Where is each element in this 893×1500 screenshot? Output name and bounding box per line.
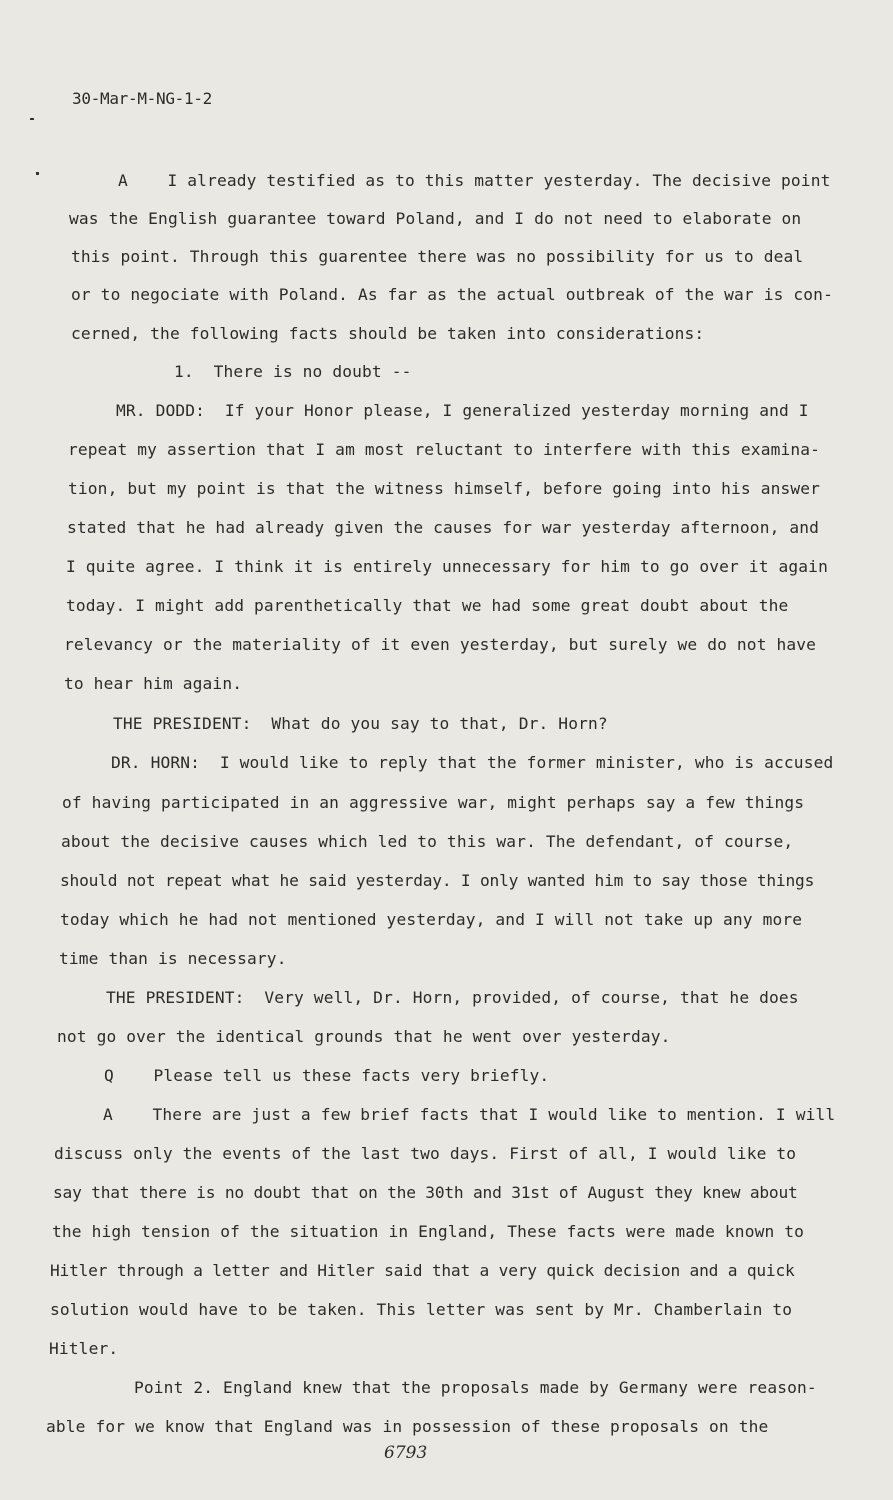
text-line: time than is necessary. — [59, 949, 287, 968]
document-header: 30-Mar-M-NG-1-2 — [72, 89, 212, 108]
text-line: 1. There is no doubt -- — [174, 362, 412, 381]
text-line: solution would have to be taken. This letter was sent by Mr. Chamberlain to — [50, 1300, 793, 1319]
text-line: Hitler through a letter and Hitler said that a very quick decision and a quick — [50, 1261, 795, 1280]
text-line: this point. Through this guarentee there was no possibility for us to deal — [71, 247, 804, 266]
text-line: the high tension of the situation in England, These facts were made known to — [52, 1222, 805, 1241]
margin-mark — [36, 172, 39, 175]
text-line: to hear him again. — [64, 674, 243, 693]
text-line: DR. HORN: I would like to reply that the former minister, who is accused — [111, 753, 834, 772]
text-line: of having participated in an aggressive war, might perhaps say a few things — [62, 793, 805, 812]
margin-mark — [30, 118, 34, 120]
text-line: stated that he had already given the causes for war yesterday afternoon, and — [67, 518, 820, 537]
text-line: able for we know that England was in possession of these proposals on the — [46, 1417, 769, 1436]
page-number: 6793 — [384, 1443, 428, 1463]
text-line: Point 2. England knew that the proposals made by Germany were reason- — [134, 1378, 817, 1397]
text-line: cerned, the following facts should be taken into considerations: — [71, 324, 705, 343]
text-line: relevancy or the materiality of it even yesterday, but surely we do not have — [64, 635, 817, 654]
text-line: discuss only the events of the last two days. First of all, I would like to — [54, 1144, 797, 1163]
text-line: tion, but my point is that the witness himself, before going into his answer — [68, 479, 821, 498]
text-line: A There are just a few brief facts that I would like to mention. I will — [103, 1105, 836, 1124]
text-line: THE PRESIDENT: Very well, Dr. Horn, provided, of course, that he does — [106, 988, 799, 1007]
text-line: repeat my assertion that I am most reluctant to interfere with this examina- — [68, 440, 821, 459]
text-line: say that there is no doubt that on the 30th and 31st of August they knew about — [53, 1183, 798, 1202]
text-line: today which he had not mentioned yesterday, and I will not take up any more — [60, 910, 803, 929]
text-line: I quite agree. I think it is entirely unnecessary for him to go over it again — [66, 557, 828, 576]
text-line: not go over the identical grounds that he went over yesterday. — [57, 1027, 671, 1046]
text-line: today. I might add parenthetically that we had some great doubt about the — [66, 596, 789, 615]
text-line: Hitler. — [49, 1339, 119, 1358]
text-line: THE PRESIDENT: What do you say to that, Dr. Horn? — [113, 714, 608, 733]
text-line: or to negociate with Poland. As far as the actual outbreak of the war is con- — [71, 285, 833, 304]
text-line: was the English guarantee toward Poland, and I do not need to elaborate on — [69, 209, 802, 228]
text-line: should not repeat what he said yesterday. I only wanted him to say those things — [60, 871, 815, 890]
text-line: A I already testified as to this matter yesterday. The decisive point — [118, 171, 831, 190]
text-line: MR. DODD: If your Honor please, I generalized yesterday morning and I — [116, 401, 809, 420]
text-line: about the decisive causes which led to this war. The defendant, of course, — [61, 832, 794, 851]
text-line: Q Please tell us these facts very briefly. — [104, 1066, 550, 1085]
